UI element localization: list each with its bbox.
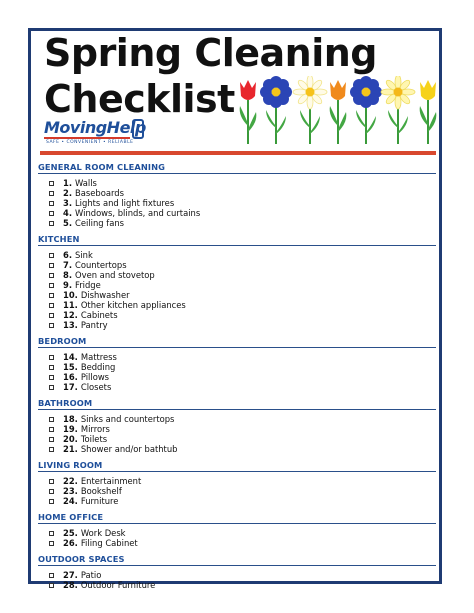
checklist-item — [38, 260, 436, 270]
checklist-section — [38, 232, 436, 334]
checkbox[interactable] — [49, 417, 54, 422]
item-label: Outdoor Furniture — [80, 580, 156, 590]
item-label: Work Desk — [80, 528, 126, 538]
checklist-item — [38, 270, 436, 280]
section-title: GENERAL ROOM CLEANING — [38, 160, 436, 174]
tulip-yellow-icon — [420, 80, 436, 100]
checkbox[interactable] — [49, 489, 54, 494]
checklist-item — [38, 280, 436, 290]
item-number: 2. — [63, 188, 73, 198]
item-number: 18. — [63, 414, 78, 424]
item-number: 11. — [63, 300, 78, 310]
checklist-item — [38, 382, 436, 392]
checklist-item — [38, 218, 436, 228]
blue-flower-icon — [260, 76, 292, 108]
checklist-section — [38, 396, 436, 458]
checklist-section — [38, 552, 436, 594]
checkbox[interactable] — [49, 541, 54, 546]
item-number: 25. — [63, 528, 78, 538]
checklist-item — [38, 320, 436, 330]
checklist-item — [38, 486, 436, 496]
item-label: Bookshelf — [80, 486, 122, 496]
item-number: 26. — [63, 538, 78, 548]
checklist-item — [38, 414, 436, 424]
item-number: 22. — [63, 476, 78, 486]
item-number: 16. — [63, 372, 78, 382]
checkbox[interactable] — [49, 365, 54, 370]
checklist-items — [38, 472, 436, 510]
item-number: 17. — [63, 382, 78, 392]
checkbox[interactable] — [49, 479, 54, 484]
checklist-item — [38, 310, 436, 320]
checklist-item — [38, 178, 436, 188]
checklist-item — [38, 208, 436, 218]
item-number: 23. — [63, 486, 78, 496]
title-line-1: Spring Cleaning — [44, 31, 377, 75]
checklist-item — [38, 580, 436, 590]
item-number: 13. — [63, 320, 78, 330]
checkbox[interactable] — [49, 263, 54, 268]
item-label: Sinks and countertops — [80, 414, 175, 424]
checkbox[interactable] — [49, 273, 54, 278]
checkbox[interactable] — [49, 375, 54, 380]
checklist-items — [38, 174, 436, 232]
checklist-items — [38, 524, 436, 552]
checklist-items — [38, 348, 436, 396]
item-number: 10. — [63, 290, 78, 300]
item-label: Windows, blinds, and curtains — [75, 208, 201, 218]
checkbox[interactable] — [49, 583, 54, 588]
item-label: Pantry — [80, 320, 108, 330]
checklist-item — [38, 362, 436, 372]
item-label: Shower and/or bathtub — [80, 444, 178, 454]
checklist-items — [38, 566, 436, 594]
checkbox[interactable] — [49, 191, 54, 196]
title-line-2: Checklist — [44, 77, 235, 121]
item-label: Patio — [80, 570, 102, 580]
logo-wordmark: MovingHelp — [44, 118, 146, 137]
item-label: Dishwasher — [80, 290, 130, 300]
checklist — [38, 160, 436, 594]
logo-tagline: SAFE • CONVENIENT • RELIABLE — [46, 140, 134, 145]
item-label: Filing Cabinet — [80, 538, 138, 548]
checkbox[interactable] — [49, 201, 54, 206]
item-number: 12. — [63, 310, 78, 320]
checkbox[interactable] — [49, 283, 54, 288]
checklist-section — [38, 160, 436, 232]
item-label: Baseboards — [75, 188, 124, 198]
checklist-item — [38, 434, 436, 444]
phone-icon — [132, 119, 144, 139]
section-title: KITCHEN — [38, 232, 436, 246]
item-number: 4. — [63, 208, 73, 218]
item-label: Cabinets — [80, 310, 118, 320]
checkbox[interactable] — [49, 427, 54, 432]
flowers-illustration — [236, 76, 440, 146]
checklist-item — [38, 444, 436, 454]
checkbox[interactable] — [49, 385, 54, 390]
checkbox[interactable] — [49, 293, 54, 298]
checkbox[interactable] — [49, 181, 54, 186]
checklist-section — [38, 458, 436, 510]
item-number: 28. — [63, 580, 78, 590]
movinghelp-logo — [44, 118, 148, 148]
item-label: Closets — [80, 382, 112, 392]
checklist-item — [38, 250, 436, 260]
item-number: 1. — [63, 178, 73, 188]
checkbox[interactable] — [49, 323, 54, 328]
tulip-red-icon — [240, 80, 256, 100]
checkbox[interactable] — [49, 303, 54, 308]
item-label: Mirrors — [80, 424, 110, 434]
item-number: 3. — [63, 198, 73, 208]
checklist-item — [38, 424, 436, 434]
item-label: Furniture — [80, 496, 119, 506]
section-title: LIVING ROOM — [38, 458, 436, 472]
checklist-section — [38, 334, 436, 396]
daisy-icon — [293, 76, 327, 109]
checklist-section — [38, 510, 436, 552]
item-label: Entertainment — [80, 476, 142, 486]
checklist-item — [38, 290, 436, 300]
yellow-daisy-icon — [381, 76, 415, 109]
checkbox[interactable] — [49, 211, 54, 216]
checkbox[interactable] — [49, 253, 54, 258]
item-label: Fridge — [75, 280, 101, 290]
tulip-orange-icon — [330, 80, 346, 100]
item-number: 14. — [63, 352, 78, 362]
item-number: 15. — [63, 362, 78, 372]
section-title: BEDROOM — [38, 334, 436, 348]
item-number: 7. — [63, 260, 73, 270]
checklist-item — [38, 538, 436, 548]
checkbox[interactable] — [49, 355, 54, 360]
item-number: 6. — [63, 250, 73, 260]
checklist-item — [38, 188, 436, 198]
logo-underline — [44, 137, 130, 139]
item-number: 21. — [63, 444, 78, 454]
blue-flower-icon-2 — [350, 76, 382, 108]
checklist-item — [38, 372, 436, 382]
checklist-item — [38, 496, 436, 506]
checkbox[interactable] — [49, 531, 54, 536]
item-number: 20. — [63, 434, 78, 444]
checkbox[interactable] — [49, 437, 54, 442]
item-label: Bedding — [80, 362, 116, 372]
item-number: 9. — [63, 280, 73, 290]
header-divider — [40, 151, 436, 155]
item-label: Mattress — [80, 352, 117, 362]
checkbox[interactable] — [49, 573, 54, 578]
checklist-item — [38, 528, 436, 538]
item-label: Sink — [75, 250, 93, 260]
checklist-item — [38, 198, 436, 208]
checkbox[interactable] — [49, 447, 54, 452]
section-title: BATHROOM — [38, 396, 436, 410]
item-number: 24. — [63, 496, 78, 506]
checklist-item — [38, 476, 436, 486]
checklist-item — [38, 570, 436, 580]
item-number: 27. — [63, 570, 78, 580]
item-label: Pillows — [80, 372, 110, 382]
checklist-item — [38, 300, 436, 310]
item-label: Other kitchen appliances — [80, 300, 186, 310]
section-title: HOME OFFICE — [38, 510, 436, 524]
checklist-items — [38, 246, 436, 334]
section-title: OUTDOOR SPACES — [38, 552, 436, 566]
item-label: Walls — [75, 178, 97, 188]
checkbox[interactable] — [49, 313, 54, 318]
item-label: Lights and light fixtures — [75, 198, 175, 208]
item-number: 5. — [63, 218, 73, 228]
checklist-items — [38, 410, 436, 458]
item-label: Countertops — [75, 260, 127, 270]
item-label: Ceiling fans — [75, 218, 125, 228]
checklist-item — [38, 352, 436, 362]
item-number: 8. — [63, 270, 73, 280]
item-number: 19. — [63, 424, 78, 434]
item-label: Oven and stovetop — [75, 270, 155, 280]
item-label: Toilets — [80, 434, 108, 444]
checkbox[interactable] — [49, 221, 54, 226]
checkbox[interactable] — [49, 499, 54, 504]
